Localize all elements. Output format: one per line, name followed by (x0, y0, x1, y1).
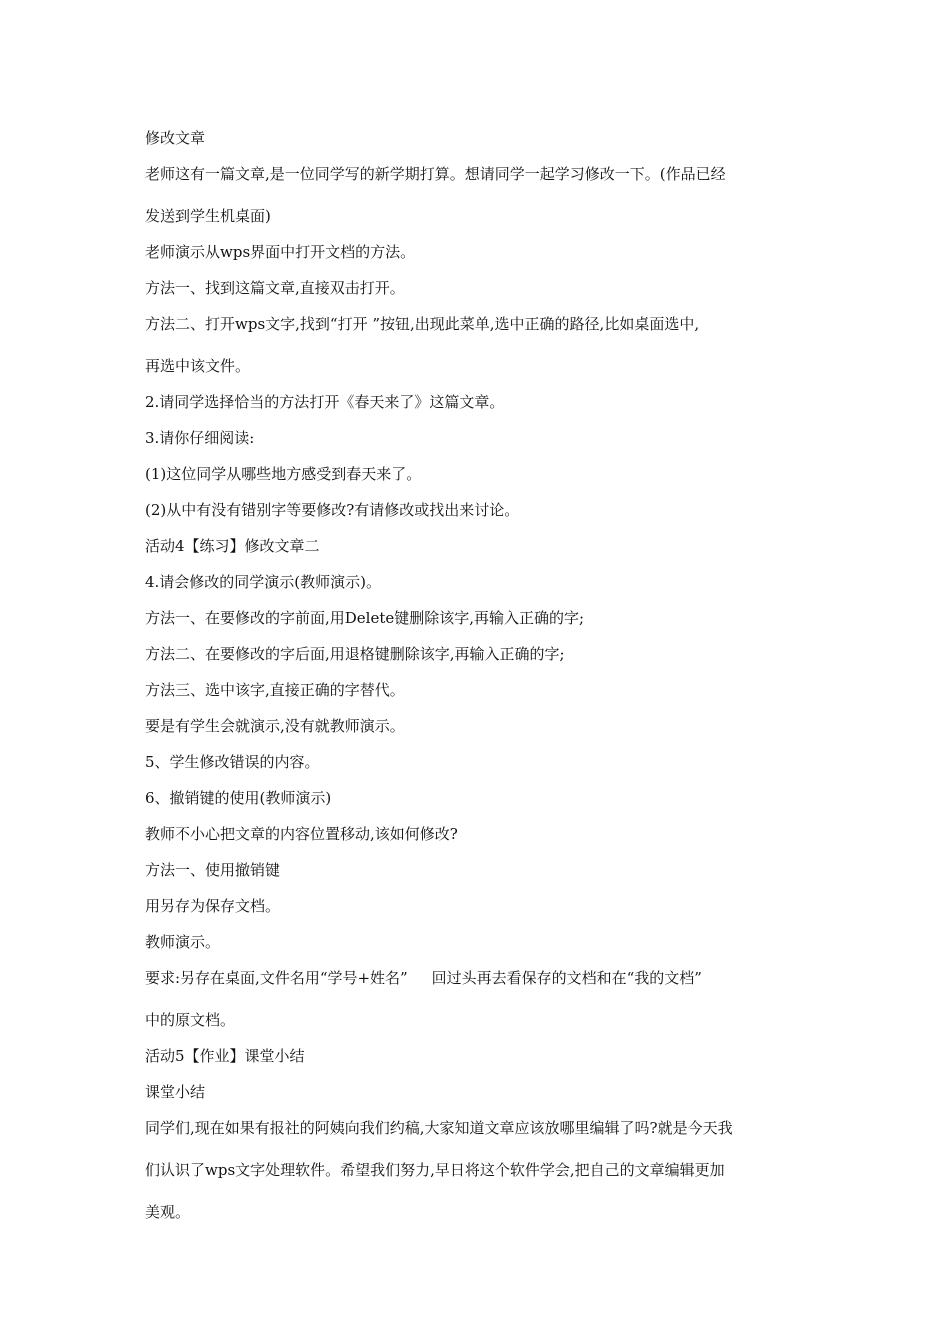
paragraph-line: 要求:另存在桌面,文件名用“学号+姓名” 回过头再去看保存的文档和在“我的文档” (145, 969, 702, 987)
paragraph-line: 美观。 (145, 1203, 191, 1221)
paragraph-line: 同学们,现在如果有报社的阿姨向我们约稿,大家知道文章应该放哪里编辑了吗?就是今天我 (145, 1119, 733, 1137)
paragraph-line: 方法三、选中该字,直接正确的字替代。 (145, 681, 405, 699)
paragraph-line: 老师这有一篇文章,是一位同学写的新学期打算。想请同学一起学习修改一下。(作品已经 (145, 165, 726, 183)
paragraph-line: 要是有学生会就演示,没有就教师演示。 (145, 717, 405, 735)
paragraph-line: 方法一、在要修改的字前面,用Delete键删除该字,再输入正确的字; (145, 609, 585, 627)
paragraph-line: 课堂小结 (145, 1083, 206, 1101)
paragraph-line: 用另存为保存文档。 (145, 897, 281, 915)
paragraph-line: 教师演示。 (145, 933, 221, 951)
document-body (145, 124, 810, 1234)
paragraph-line: 中的原文档。 (145, 1011, 236, 1029)
paragraph-line: 4.请会修改的同学演示(教师演示)。 (145, 573, 382, 591)
paragraph-line: 方法一、使用撤销键 (145, 861, 281, 879)
paragraph-line: 方法一、找到这篇文章,直接双击打开。 (145, 279, 405, 297)
paragraph-line: 修改文章 (145, 129, 206, 147)
paragraph-line: 3.请你仔细阅读: (145, 429, 255, 447)
paragraph-line: 方法二、在要修改的字后面,用退格键删除该字,再输入正确的字; (145, 645, 565, 663)
paragraph-line: 方法二、打开wps文字,找到“打开 ”按钮,出现此菜单,选中正确的路径,比如桌面选中, (145, 315, 700, 333)
paragraph-line: 们认识了wps文字处理软件。希望我们努力,早日将这个软件学会,把自己的文章编辑更加 (145, 1161, 725, 1179)
paragraph-line: (1)这位同学从哪些地方感受到春天来了。 (145, 465, 422, 483)
paragraph-line: 发送到学生机桌面) (145, 207, 271, 225)
paragraph-line: 教师不小心把文章的内容位置移动,该如何修改? (145, 825, 458, 843)
paragraph-line: 活动5【作业】课堂小结 (145, 1047, 305, 1065)
paragraph-line: 6、撤销键的使用(教师演示) (145, 789, 332, 807)
paragraph-line: 再选中该文件。 (145, 357, 251, 375)
paragraph-line: 老师演示从wps界面中打开文档的方法。 (145, 243, 416, 261)
paragraph-line: 活动4【练习】修改文章二 (145, 537, 320, 555)
paragraph-line: 2.请同学选择恰当的方法打开《春天来了》这篇文章。 (145, 393, 505, 411)
paragraph-line: (2)从中有没有错别字等要修改?有请修改或找出来讨论。 (145, 501, 520, 519)
paragraph-line: 5、学生修改错误的内容。 (145, 753, 320, 771)
